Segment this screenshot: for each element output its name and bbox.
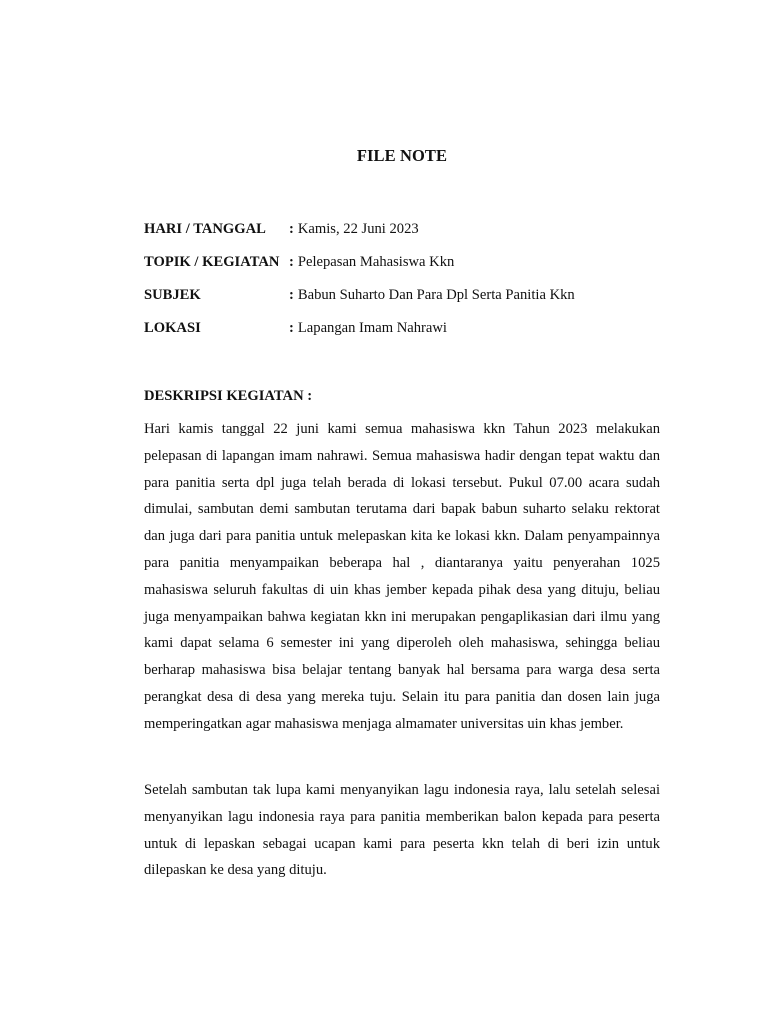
field-value-date: Kamis, 22 Juni 2023	[297, 221, 419, 237]
description-paragraph-1: Hari kamis tanggal 22 juni kami semua mahasiswa kkn Tahun 2023 melakukan pelepasan di lapangan imam nahrawi. Semua mahasiswa hadir dengan tepat waktu dan para panitia serta dpl juga telah berada di lokasi tersebut. Pukul 07.00 acara sudah dimulai, sambutan demi sambutan terutama dari bapak babun suharto selaku rektorat dan juga dari para panitia untuk melepaskan kita ke lokasi kkn. Dalam penyampainnya para panitia menyampaikan beberapa hal , diantaranya yaitu penyerahan 1025 mahasiswa seluruh fakultas di uin khas jember kepada pihak desa yang dituju, beliau juga menyampaikan bahwa kegiatan kkn ini merupakan pengaplikasian dari ilmu yang kami dapat selama 6 semester ini yang diperoleh oleh mahasiswa, sehingga beliau berharap mahasiswa bisa belajar tentang banyak hal bersama para warga desa serta perangkat desa di desa yang mereka tuju. Selain itu para panitia dan dosen lain juga memperingatkan agar mahasiswa menjaga almamater universitas uin khas jember.	[144, 421, 660, 732]
field-row-date	[144, 219, 664, 252]
section-heading-description: DESKRIPSI KEGIATAN :	[144, 388, 313, 404]
field-row-location	[144, 318, 664, 351]
field-value-topic-wrap	[289, 252, 454, 272]
field-label-topic: TOPIK / KEGIATAN	[144, 254, 280, 270]
field-label-subject: SUBJEK	[144, 287, 201, 303]
document-title: FILE NOTE	[356, 146, 448, 165]
field-colon: :	[289, 320, 294, 336]
field-value-location: Lapangan Imam Nahrawi	[297, 320, 447, 336]
field-colon: :	[289, 254, 294, 270]
field-value-location-wrap	[289, 318, 447, 338]
field-value-date-wrap	[289, 219, 419, 239]
field-label-location: LOKASI	[144, 320, 201, 336]
field-colon: :	[289, 287, 294, 303]
field-value-subject-wrap	[289, 285, 575, 305]
field-colon: :	[289, 221, 294, 237]
field-row-subject	[144, 285, 664, 318]
metadata-table	[144, 219, 664, 351]
description-paragraph-2: Setelah sambutan tak lupa kami menyanyikan lagu indonesia raya, lalu setelah selesai menyanyikan lagu indonesia raya para panitia memberikan balon kepada para peserta untuk di lepaskan sebagai ucapan kami para peserta kkn telah di beri izin untuk dilepaskan ke desa yang dituju.	[144, 782, 660, 879]
field-value-subject: Babun Suharto Dan Para Dpl Serta Panitia Kkn	[297, 287, 575, 303]
field-value-topic: Pelepasan Mahasiswa Kkn	[297, 254, 455, 270]
field-label-date: HARI / TANGGAL	[144, 221, 266, 237]
field-row-topic	[144, 252, 664, 285]
